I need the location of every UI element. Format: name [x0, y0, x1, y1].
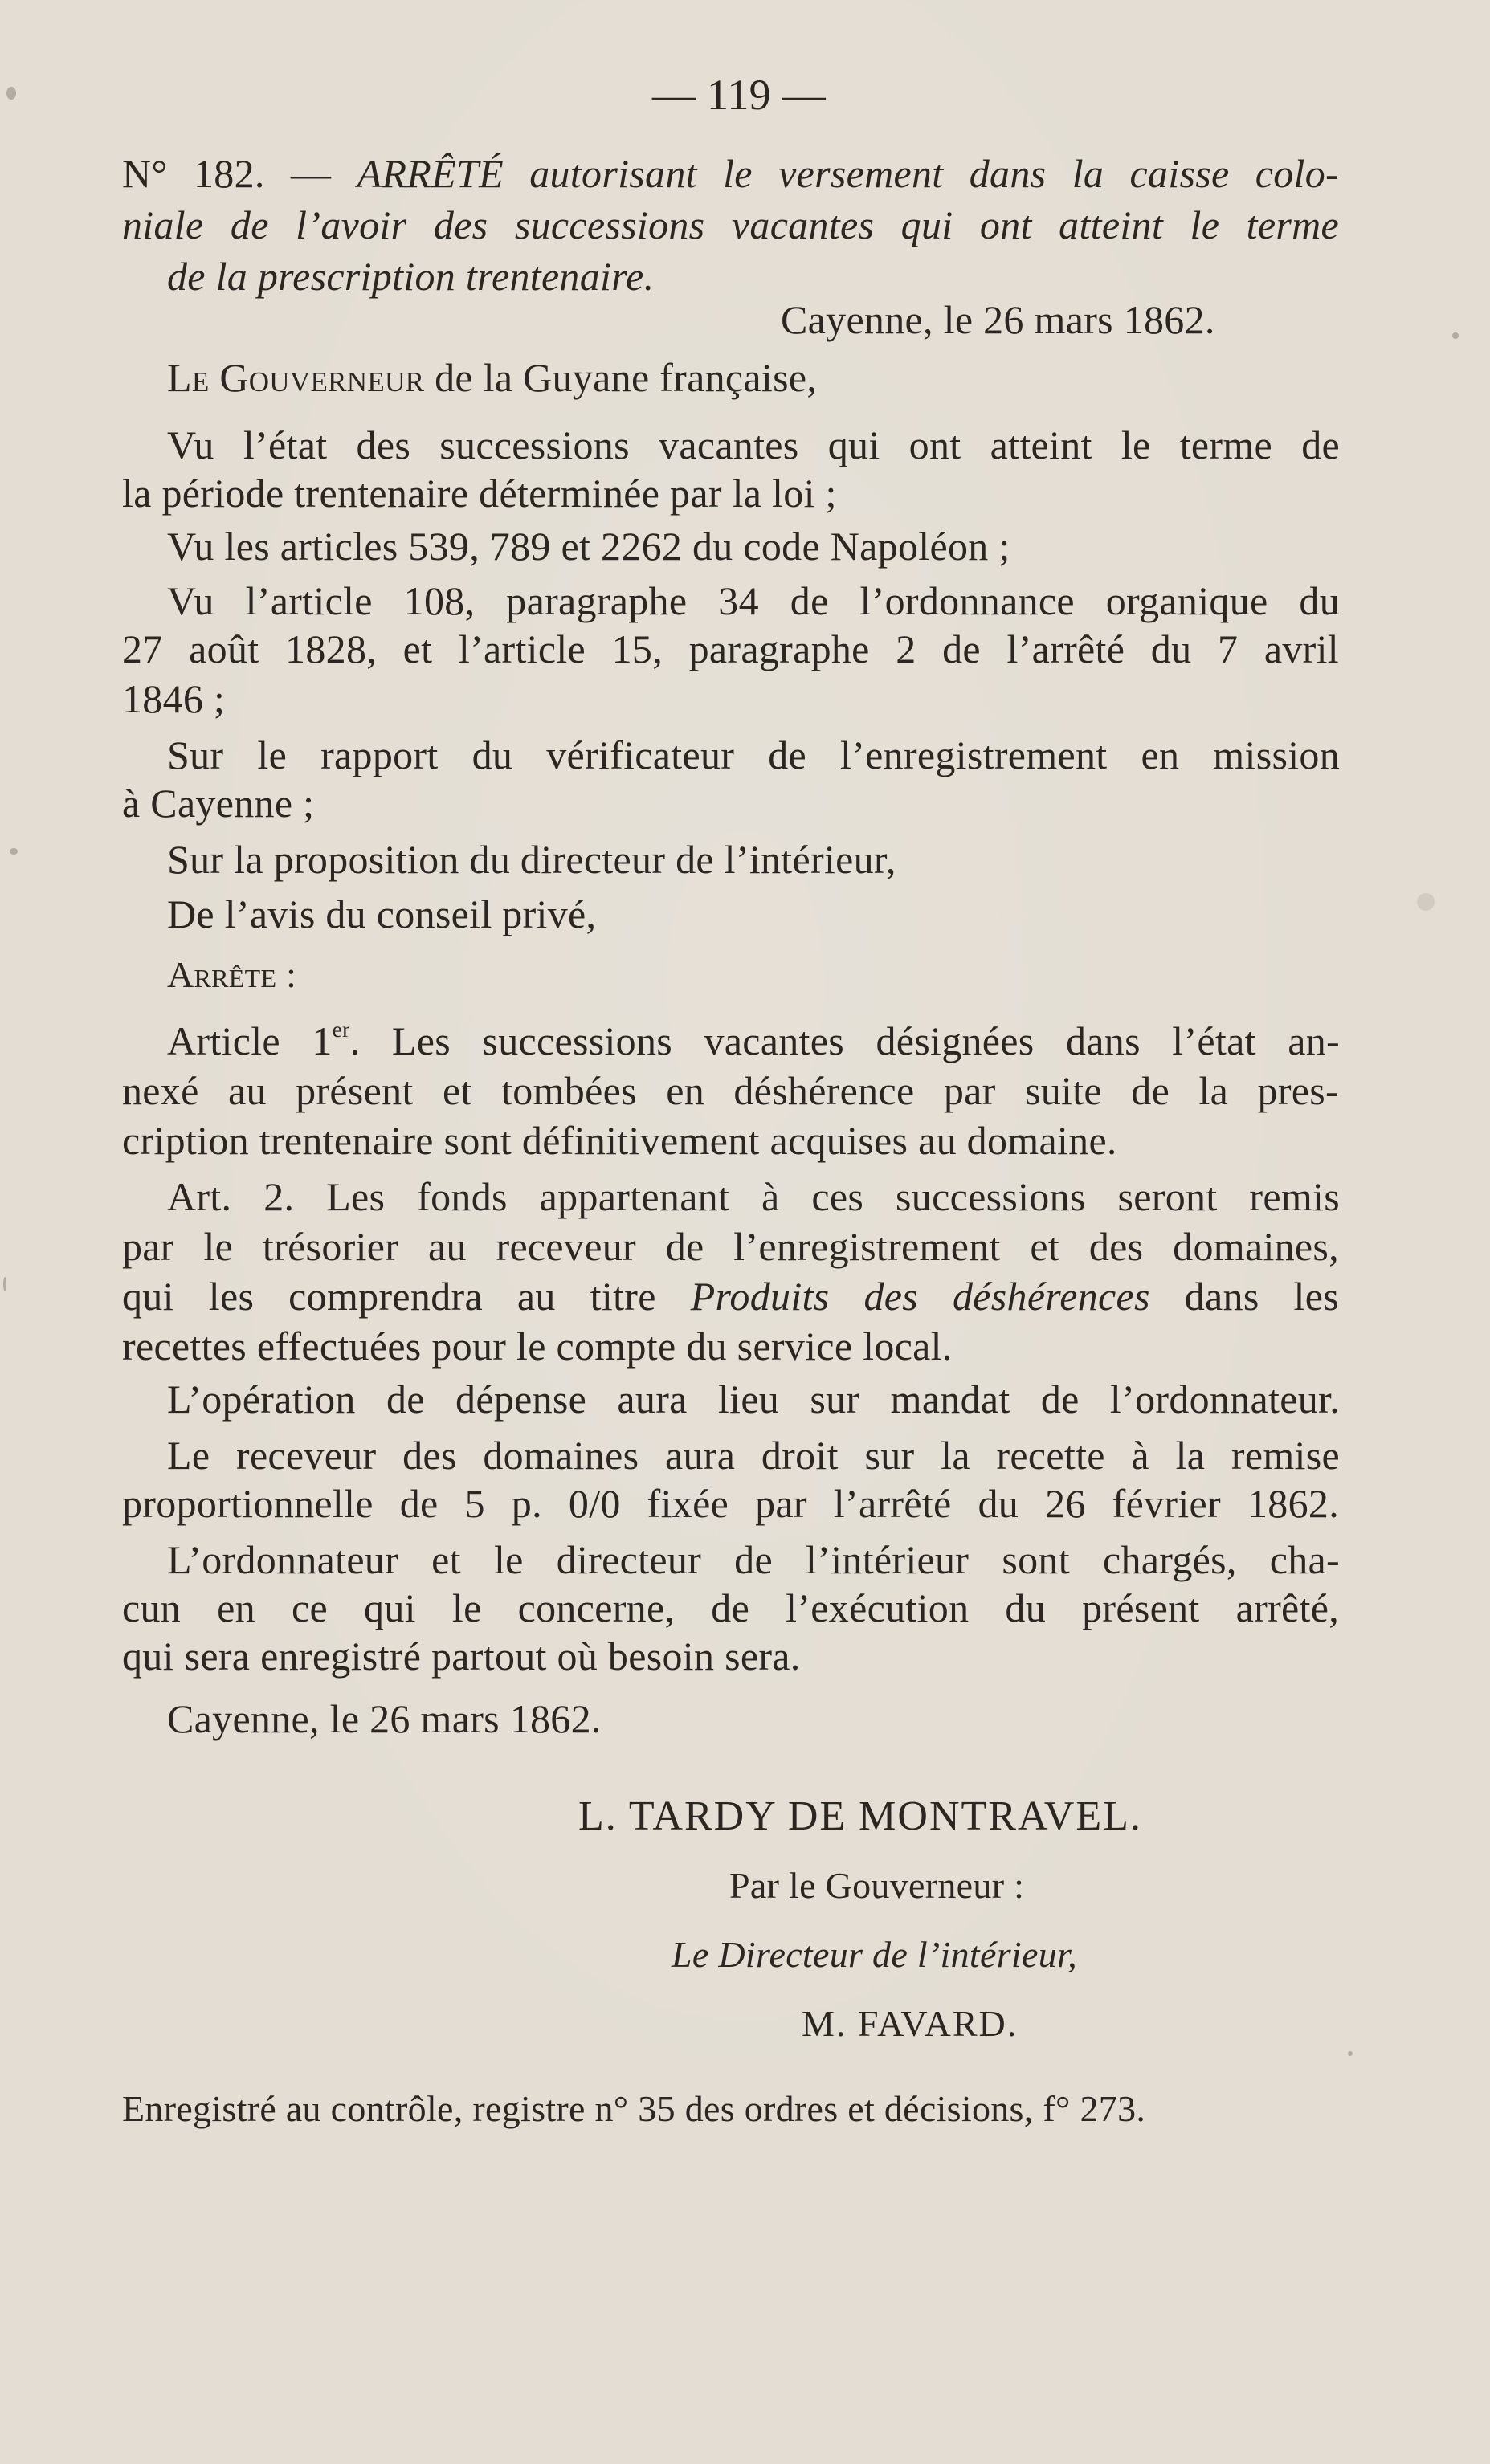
page-number: — 119 —: [651, 71, 827, 119]
governor-line: Le Gouverneur de la Guyane française,: [167, 355, 818, 400]
article1-line-1: Article 1er. Les successions vacantes désignées dans l’état an-: [167, 1017, 1340, 1063]
title-number: N° 182.: [122, 151, 265, 196]
title-arrete: ARRÊTÉ: [357, 151, 504, 196]
registration-line: Enregistré au contrôle, registre n° 35 des ordres et décisions, f° 273.: [122, 2088, 1146, 2129]
directeur-title: Le Directeur de l’intérieur,: [672, 1934, 1077, 1975]
paper-speck: [3, 1277, 6, 1291]
operation-line: L’opération de dépense aura lieu sur mandat de l’ordonnateur.: [167, 1377, 1340, 1422]
vu3-line-2: 27 août 1828, et l’article 15, paragraphe 2 de l’arrêté du 7 avril: [122, 626, 1339, 671]
remise-line-1: Le receveur des domaines aura droit sur la recette à la remise: [167, 1433, 1340, 1478]
arrete-label: Arrête :: [167, 954, 297, 995]
sur2-line: Sur la proposition du directeur de l’intérieur,: [167, 837, 896, 882]
avis-line: De l’avis du conseil privé,: [167, 891, 597, 936]
article2-line-4: recettes effectuées pour le compte du service local.: [122, 1324, 953, 1369]
directeur-name: M. FAVARD.: [802, 2003, 1019, 2044]
article2-line-2: par le trésorier au receveur de l’enregistrement et des domaines,: [122, 1224, 1339, 1269]
charges-line-2: cun en ce qui le concerne, de l’exécution du présent arrêté,: [122, 1585, 1339, 1630]
paper-speck: [1417, 893, 1435, 911]
sur1-line-1: Sur le rapport du vérificateur de l’enregistrement en mission: [167, 732, 1340, 777]
vu3-line-3: 1846 ;: [122, 676, 226, 721]
vu2-line: Vu les articles 539, 789 et 2262 du code Napoléon ;: [167, 524, 1010, 569]
article1-line-3: cription trentenaire sont définitivement acquises au domaine.: [122, 1118, 1117, 1163]
vu3-line-1: Vu l’article 108, paragraphe 34 de l’ordonnance organique du: [167, 578, 1340, 623]
signature: L. TARDY DE MONTRAVEL.: [578, 1793, 1142, 1839]
paper-speck: [6, 87, 16, 100]
remise-line-2: proportionnelle de 5 p. 0/0 fixée par l’arrêté du 26 février 1862.: [122, 1481, 1339, 1526]
paper-speck: [1348, 2051, 1353, 2056]
place-date: Cayenne, le 26 mars 1862.: [781, 297, 1215, 342]
charges-line-1: L’ordonnateur et le directeur de l’intérieur sont chargés, cha-: [167, 1537, 1340, 1582]
paper-speck: [1452, 332, 1459, 339]
article1-line-2: nexé au présent et tombées en déshérence par suite de la pres-: [122, 1068, 1339, 1113]
article2-line-1: Art. 2. Les fonds appartenant à ces successions seront remis: [167, 1174, 1340, 1219]
title-line-3: de la prescription trentenaire.: [167, 254, 655, 299]
paper-speck: [10, 848, 18, 855]
title-line-2: niale de l’avoir des successions vacantes qui ont atteint le terme: [122, 202, 1339, 247]
closing-date: Cayenne, le 26 mars 1862.: [167, 1696, 602, 1741]
sur1-line-2: à Cayenne ;: [122, 781, 315, 826]
charges-line-3: qui sera enregistré partout où besoin sera.: [122, 1634, 801, 1679]
article2-line-3: qui les comprendra au titre Produits des déshérences dans les: [122, 1274, 1339, 1319]
par-le-gouverneur: Par le Gouverneur :: [729, 1865, 1025, 1906]
vu1-line-2: la période trentenaire déterminée par la loi ;: [122, 471, 837, 516]
vu1-line-1: Vu l’état des successions vacantes qui ont atteint le terme de: [167, 422, 1340, 467]
title-line-1: N° 182. — ARRÊTÉ autorisant le versement dans la caisse colo-: [122, 151, 1339, 196]
